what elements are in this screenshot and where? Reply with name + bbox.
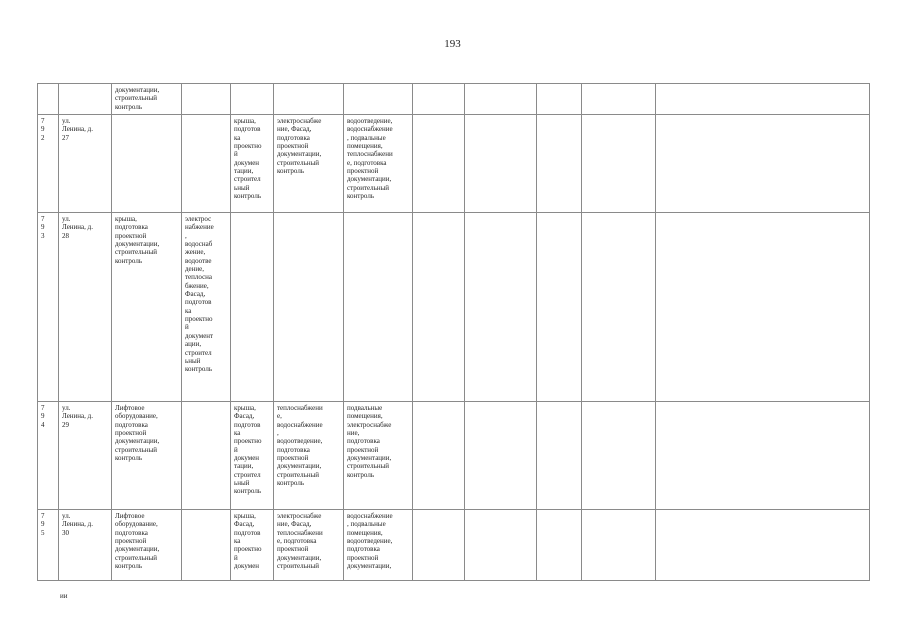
empty-cell: [413, 213, 465, 402]
works-cell: [182, 84, 231, 115]
works-cell: электроснабже ние, Фасад, теплоснабжени е, подготовка проектной документации, строительный: [274, 510, 344, 581]
works-cell: электрос набжение , водоснаб жение, водоотве дение, теплосна бжение, Фасад, подготов ка проектно й документ ации, строител ьный контроль: [182, 213, 231, 402]
address-cell: ул. Ленина, д. 29: [59, 402, 112, 510]
address-cell: [59, 84, 112, 115]
row-number-cell: 7 9 3: [38, 213, 59, 402]
works-cell: Лифтовое оборудование, подготовка проектной документации, строительный контроль: [112, 402, 182, 510]
works-cell: [231, 213, 274, 402]
empty-cell: [656, 213, 870, 402]
address-cell: ул. Ленина, д. 28: [59, 213, 112, 402]
works-cell: водоотведение, водоснабжение , подвальные помещения, теплоснабжени е, подготовка проектной документации, строительный контроль: [344, 115, 413, 213]
works-cell: документации, строительный контроль: [112, 84, 182, 115]
empty-cell: [413, 84, 465, 115]
empty-cell: [465, 84, 537, 115]
works-cell: Лифтовое оборудование, подготовка проектной документации, строительный контроль: [112, 510, 182, 581]
empty-cell: [582, 510, 656, 581]
works-cell: [112, 115, 182, 213]
works-cell: крыша, подготовка проектной документации, строительный контроль: [112, 213, 182, 402]
empty-cell: [656, 510, 870, 581]
empty-cell: [465, 115, 537, 213]
works-cell: водоснабжение , подвальные помещения, водоотведение, подготовка проектной документации,: [344, 510, 413, 581]
schedule-table: [37, 83, 870, 581]
empty-cell: [656, 84, 870, 115]
address-cell: ул. Ленина, д. 30: [59, 510, 112, 581]
empty-cell: [537, 402, 582, 510]
table-row: [38, 115, 870, 213]
works-cell: подвальные помещения, электроснабже ние, подготовка проектной документации, строительный контроль: [344, 402, 413, 510]
page-number: 193: [444, 38, 461, 50]
works-cell: крыша, Фасад, подготов ка проектно й докумен тации, строител ьный контроль: [231, 402, 274, 510]
empty-cell: [582, 213, 656, 402]
table-row: [38, 213, 870, 402]
works-cell: крыша, Фасад, подготов ка проектно й докумен: [231, 510, 274, 581]
works-cell: [274, 213, 344, 402]
empty-cell: [537, 115, 582, 213]
empty-cell: [537, 213, 582, 402]
empty-cell: [656, 115, 870, 213]
works-cell: электроснабже ние, Фасад, подготовка проектной документации, строительный контроль: [274, 115, 344, 213]
table-row: [38, 510, 870, 581]
works-cell: крыша, подготов ка проектно й докумен тации, строител ьный контроль: [231, 115, 274, 213]
empty-cell: [582, 115, 656, 213]
empty-cell: [656, 402, 870, 510]
works-cell: [274, 84, 344, 115]
footer-text: ии: [60, 592, 68, 600]
empty-cell: [465, 510, 537, 581]
empty-cell: [413, 402, 465, 510]
empty-cell: [582, 84, 656, 115]
empty-cell: [465, 213, 537, 402]
works-cell: [344, 84, 413, 115]
row-number-cell: 7 9 5: [38, 510, 59, 581]
empty-cell: [537, 84, 582, 115]
empty-cell: [537, 510, 582, 581]
address-cell: ул. Ленина, д. 27: [59, 115, 112, 213]
row-number-cell: 7 9 2: [38, 115, 59, 213]
works-cell: [344, 213, 413, 402]
empty-cell: [582, 402, 656, 510]
works-cell: [182, 115, 231, 213]
empty-cell: [413, 115, 465, 213]
row-number-cell: 7 9 4: [38, 402, 59, 510]
row-number-cell: [38, 84, 59, 115]
works-cell: теплоснабжени е, водоснабжение , водоотведение, подготовка проектной документации, строительный контроль: [274, 402, 344, 510]
works-cell: [182, 402, 231, 510]
works-cell: [182, 510, 231, 581]
table-row: [38, 402, 870, 510]
empty-cell: [465, 402, 537, 510]
works-cell: [231, 84, 274, 115]
empty-cell: [413, 510, 465, 581]
table-row: [38, 84, 870, 115]
